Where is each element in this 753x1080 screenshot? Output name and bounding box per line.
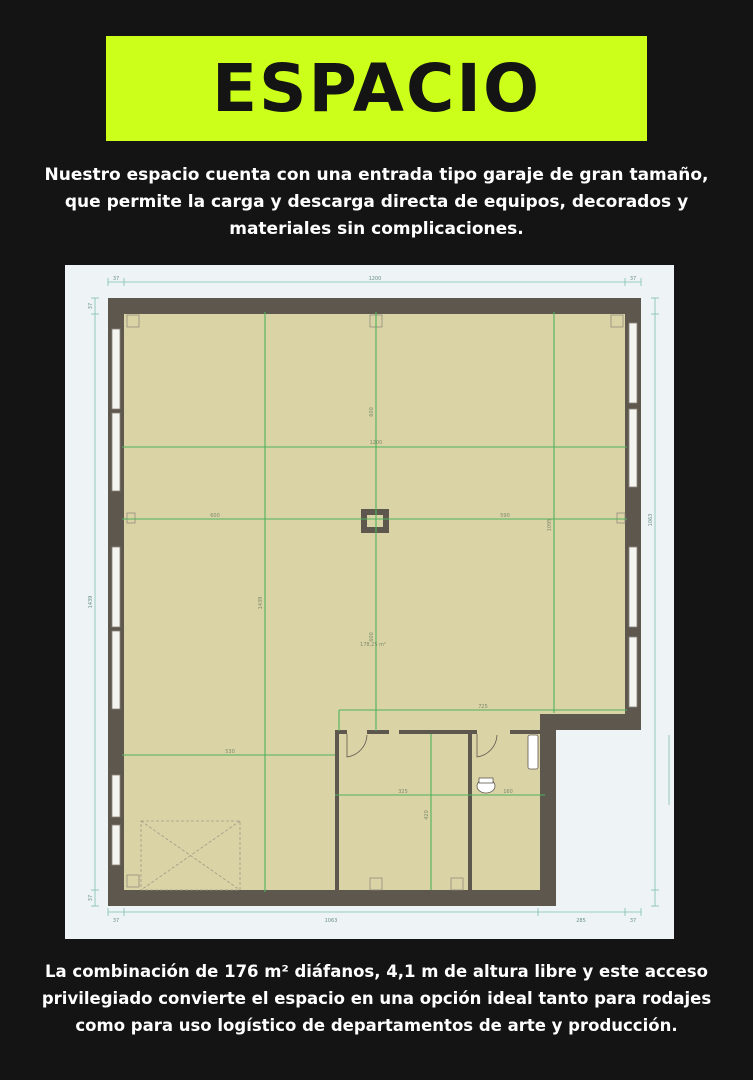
dim-left-bottom-margin: 37: [88, 894, 94, 902]
dim-top-right-margin: 37: [629, 276, 637, 282]
dim-lower-right-width: 725: [478, 704, 488, 710]
dim-right-interior: 1095: [547, 518, 553, 532]
dim-bottom-right: 285: [576, 918, 586, 924]
dim-top-left-margin: 37: [112, 276, 120, 282]
central-column: [367, 515, 383, 527]
windows-left: [112, 329, 120, 865]
dim-bottom-main: 1063: [324, 918, 338, 924]
dim-left-top-margin: 37: [88, 302, 94, 310]
dim-top-total: 1200: [368, 276, 382, 282]
dim-room-height: 420: [424, 810, 430, 820]
dim-bottom-right-margin: 37: [629, 918, 637, 924]
dim-lower-left-width: 530: [225, 749, 235, 755]
dim-left-span: 600: [210, 513, 220, 519]
intro-paragraph: Nuestro espacio cuenta con una entrada tipo garaje de gran tamaño, que permite la carga y descarga directa de equipos, decorados y materiales sin complicaciones.: [44, 165, 709, 239]
floor-plan-drawing: [65, 265, 674, 939]
outro-paragraph: La combinación de 176 m² diáfanos, 4,1 m de altura libre y este acceso privilegiado convierte el espacio en una opción ideal tanto para rodajes como para uso logístico de departamentos de arte y producción.: [41, 962, 712, 1035]
dim-room-width: 325: [398, 789, 408, 795]
dim-interior-height: 1439: [258, 596, 264, 610]
title-banner: [106, 36, 647, 141]
dim-lower-height: 600: [369, 632, 375, 642]
dim-upper-height: 600: [369, 407, 375, 417]
dim-interior-width: 1200: [369, 440, 383, 446]
dim-right-height: 1063: [648, 513, 654, 527]
dim-bottom-left-margin: 37: [112, 918, 120, 924]
dim-wc-width: 160: [503, 789, 513, 795]
dim-left-height: 1439: [88, 595, 94, 609]
area-label: 178,25 m²: [360, 642, 386, 648]
dim-right-span: 590: [500, 513, 510, 519]
floor-plan: [65, 265, 674, 939]
page-title: ESPACIO: [211, 50, 542, 127]
